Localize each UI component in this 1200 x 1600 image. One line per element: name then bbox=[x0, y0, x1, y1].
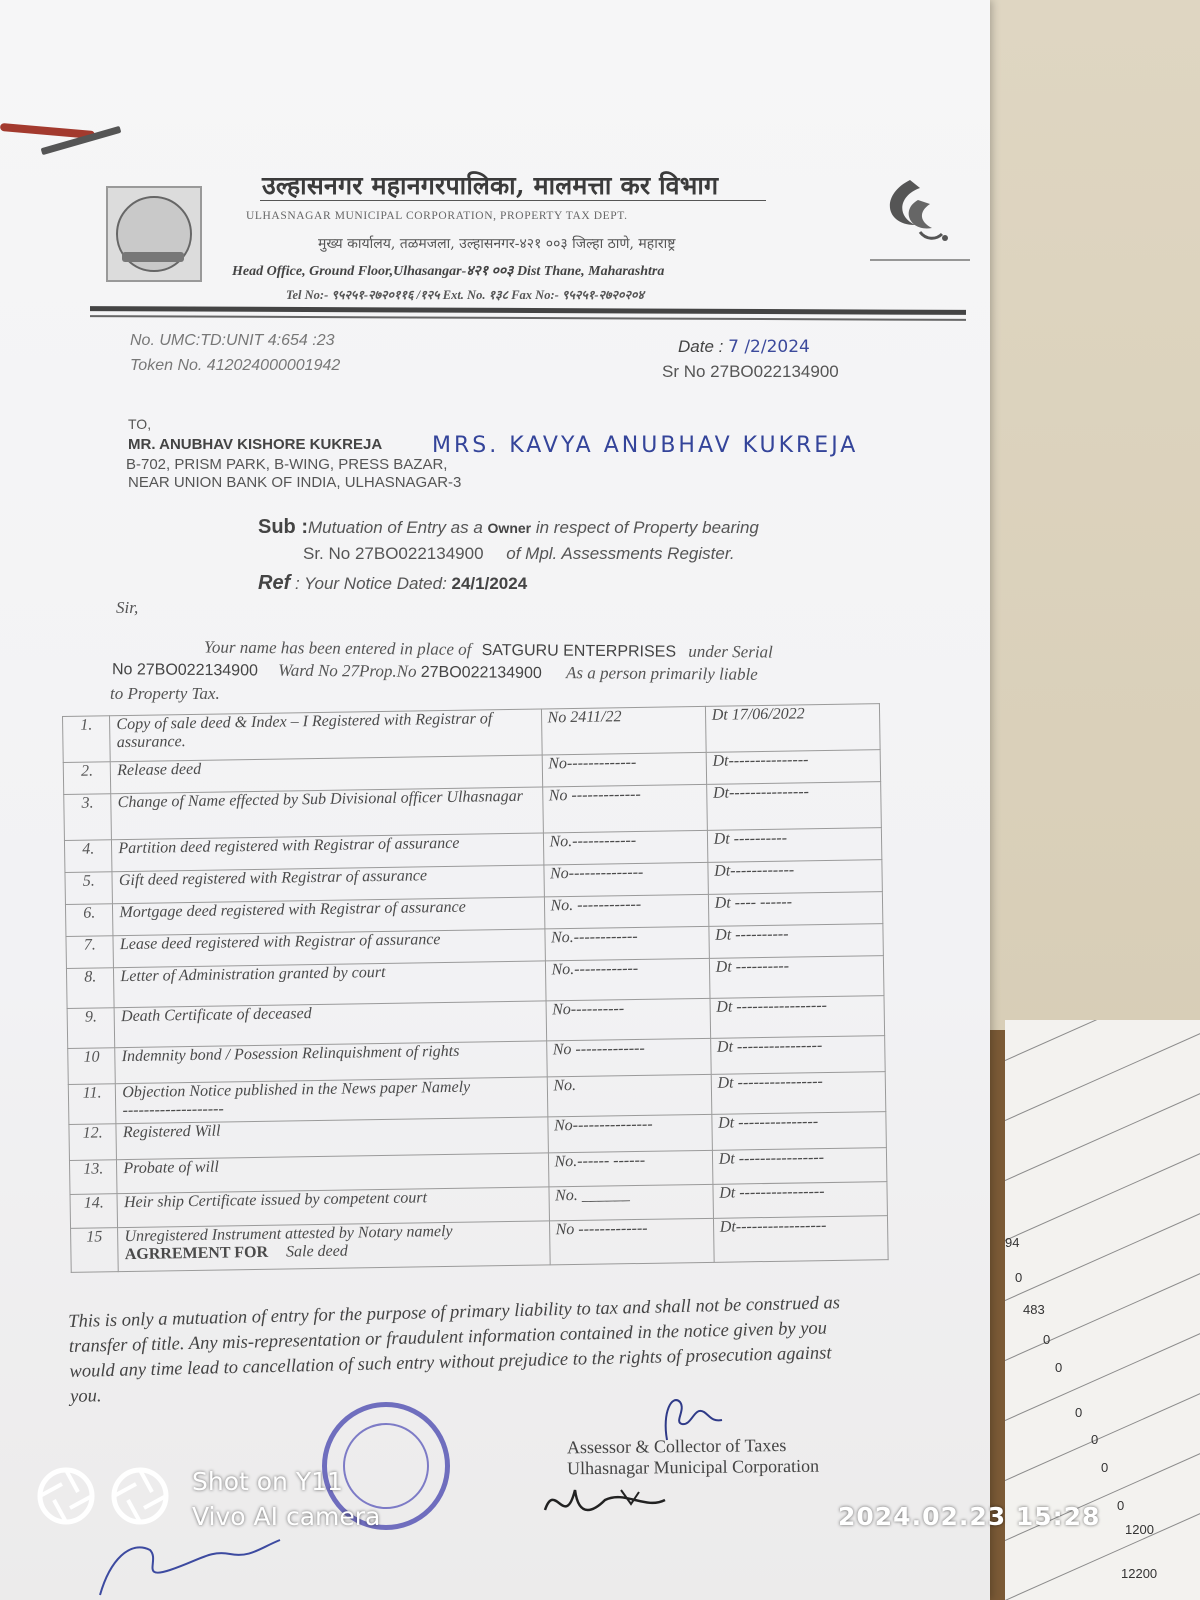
side-value: 12200 bbox=[1121, 1566, 1158, 1581]
reference-number: No. UMC:TD:UNIT 4:654 :23 bbox=[130, 332, 335, 349]
subject-text-2: in respect of Property bearing bbox=[531, 518, 759, 537]
signatory-title: Assessor & Collector of Taxes bbox=[566, 1435, 787, 1458]
body-text: As a person primarily liable bbox=[565, 663, 758, 684]
recipient-address-line2: NEAR UNION BANK OF INDIA, ULHASNAGAR-3 bbox=[128, 474, 462, 491]
collector-signature bbox=[612, 1392, 732, 1442]
row-document-date: Dt ---------- bbox=[707, 828, 882, 863]
watermark-device: Shot on Y11 bbox=[192, 1467, 343, 1496]
row-description-text: Unregistered Instrument attested by Notary namely bbox=[124, 1222, 453, 1246]
side-value: 483 bbox=[1023, 1302, 1045, 1317]
row-document-date: Dt ---------------- bbox=[710, 1036, 885, 1075]
recipient-address-line1: B-702, PRISM PARK, B-WING, PRESS BAZAR, bbox=[126, 456, 448, 473]
subject-line-2 bbox=[303, 544, 735, 564]
row-description bbox=[118, 1221, 550, 1272]
date-value: 7 /2/2024 bbox=[728, 337, 810, 357]
row-description-text: Registered Will bbox=[122, 1122, 221, 1142]
title-underline bbox=[260, 200, 766, 201]
row-document-no: No.------ ------ bbox=[548, 1150, 713, 1187]
row-description bbox=[114, 961, 546, 1008]
row-number: 6. bbox=[65, 904, 113, 937]
row-document-date: Dt----------------- bbox=[713, 1216, 888, 1263]
office-contact-numbers: Tel No:- ९५२५१-२७२०११६ /१२५ Ext. No. १३८ Fax No:- ९५२५१-२७२०२०४ bbox=[286, 288, 645, 302]
row-description bbox=[111, 787, 543, 840]
row-document-date: Dt ---------------- bbox=[711, 1072, 886, 1115]
row-description-text: Indemnity bond / Posession Relinquishment of rights bbox=[121, 1042, 460, 1066]
row-document-no: No------------- bbox=[542, 752, 707, 787]
row-description-text: Partition deed registered with Registrar of assurance bbox=[118, 834, 460, 858]
reference-label: Ref bbox=[258, 572, 291, 594]
body-text: Ward No 27Prop.No bbox=[278, 660, 417, 681]
body-line-1 bbox=[204, 638, 773, 663]
property-no-value: 27BO022134900 bbox=[420, 663, 542, 682]
row-document-no: No 2411/22 bbox=[541, 706, 706, 755]
row-document-date: Dt ---------------- bbox=[712, 1148, 887, 1185]
side-value: 0 bbox=[1101, 1460, 1109, 1475]
row-document-date: Dt 17/06/2022 bbox=[705, 704, 880, 753]
row-number: 13. bbox=[69, 1160, 117, 1195]
side-value: 0 bbox=[1091, 1432, 1099, 1447]
disclaimer-paragraph: This is only a mutuation of entry for the purpose of primary liability to tax and shall not be construed as transfer of title. Any mis-representation or fraudulent information contained in the notice given by you would any time lead to cancellation of such entry without prejudice to the rights of prosecution against you. bbox=[68, 1293, 841, 1407]
row-document-no: No ------------- bbox=[549, 1218, 714, 1265]
serial-no-value: No 27BO022134900 bbox=[111, 661, 258, 680]
row-description-text: Death Certificate of deceased bbox=[120, 1005, 312, 1026]
reference-text: : Your Notice Dated: bbox=[290, 574, 452, 593]
side-value: 0 bbox=[1043, 1332, 1051, 1347]
row-number: 1. bbox=[63, 716, 111, 763]
row-document-date: Dt ---------- bbox=[709, 924, 884, 959]
body-text: under Serial bbox=[688, 641, 773, 662]
date-line bbox=[678, 337, 810, 357]
watermark-camera: Vivo AI camera bbox=[192, 1502, 381, 1531]
side-value: 0 bbox=[1015, 1270, 1023, 1285]
row-description-text: Mortgage deed registered with Registrar of assurance bbox=[119, 898, 466, 922]
row-document-date: Dt--------------- bbox=[706, 750, 881, 785]
recipient-to: TO, bbox=[128, 416, 152, 432]
subject-line bbox=[258, 516, 759, 539]
recipient-name: MR. ANUBHAV KISHORE KUKREJA bbox=[128, 436, 383, 453]
row-document-date: Dt ---- ------ bbox=[708, 892, 883, 927]
subject-text: Mutuation of Entry as a bbox=[308, 518, 488, 537]
row-document-date: Dt --------------- bbox=[712, 1112, 887, 1151]
side-value: 0 bbox=[1055, 1360, 1063, 1375]
documents-table bbox=[62, 703, 889, 1273]
row-description-text: Lease deed registered with Registrar of assurance bbox=[119, 931, 441, 954]
subject-register: of Mpl. Assessments Register. bbox=[506, 544, 735, 563]
row-number: 10 bbox=[68, 1048, 116, 1085]
side-value: 0 bbox=[1117, 1498, 1125, 1513]
handwritten-recipient-name: MRS. KAVYA ANUBHAV KUKREJA bbox=[432, 433, 859, 458]
office-address-english: Head Office, Ground Floor,Ulhasangar-४२१ ००३ Dist Thane, Maharashtra bbox=[232, 264, 665, 279]
header-divider-thin bbox=[90, 315, 966, 321]
body-text: Your name has been entered in place of bbox=[203, 637, 472, 659]
row-description bbox=[110, 709, 542, 762]
subject-owner: Owner bbox=[487, 520, 532, 536]
row-number: 11. bbox=[68, 1084, 116, 1125]
body-line-3: to Property Tax. bbox=[110, 684, 220, 703]
row-description-text: Copy of sale deed & Index – I Registered with Registrar of assurance. bbox=[116, 710, 493, 752]
date-label: Date : bbox=[678, 337, 724, 356]
row-document-date: Dt--------------- bbox=[706, 782, 881, 831]
row-document-date: Dt ---------- bbox=[709, 956, 884, 999]
row-description bbox=[114, 1001, 546, 1048]
row-document-no: No ------------- bbox=[542, 784, 707, 833]
row-number: 9. bbox=[67, 1008, 115, 1049]
row-document-no: No.------------ bbox=[544, 926, 709, 961]
brand-swirl-icon bbox=[870, 170, 970, 270]
row-number: 14. bbox=[70, 1194, 118, 1229]
row-document-no: No-------------- bbox=[543, 862, 708, 897]
row-description-text: Gift deed registered with Registrar of assurance bbox=[118, 867, 428, 890]
side-value: 1200 bbox=[1125, 1522, 1154, 1537]
row-document-no: No. ------------ bbox=[544, 894, 709, 929]
row-number: 15 bbox=[71, 1228, 119, 1273]
previous-owner-name: SATGURU ENTERPRISES bbox=[481, 641, 677, 661]
row-document-no: No.------------ bbox=[543, 830, 708, 865]
side-value: 0 bbox=[1075, 1405, 1083, 1420]
row-document-no: No. bbox=[547, 1074, 712, 1117]
initials-signature bbox=[535, 1470, 675, 1540]
instrument-detail: Sale deed bbox=[285, 1242, 348, 1261]
camera-aperture-icon bbox=[36, 1466, 96, 1526]
serial-number: Sr No 27BO022134900 bbox=[662, 362, 839, 381]
row-description-text: Release deed bbox=[117, 760, 202, 780]
reference-date: 24/1/2024 bbox=[451, 574, 528, 593]
watermark-timestamp: 2024.02.23 15:28 bbox=[838, 1502, 1101, 1531]
row-description-text: Change of Name effected by Sub Divisional officer Ulhasnagar bbox=[117, 787, 524, 812]
office-title-hindi: उल्हासनगर महानगरपालिका, मालमत्ता कर विभाग bbox=[262, 171, 719, 200]
token-number: Token No. 412024000001942 bbox=[130, 357, 341, 374]
row-document-date: Dt ---------------- bbox=[713, 1182, 888, 1219]
instrument-type: AGRREMENT FOR bbox=[124, 1243, 269, 1264]
row-document-no: No. ______ bbox=[548, 1184, 713, 1221]
office-title-english: ULHASNAGAR MUNICIPAL CORPORATION, PROPERTY TAX DEPT. bbox=[246, 210, 628, 222]
row-number: 7. bbox=[66, 936, 114, 969]
subject-label: Sub : bbox=[258, 516, 308, 538]
body-line-2 bbox=[112, 659, 758, 685]
subject-serial: Sr. No 27BO022134900 bbox=[303, 544, 484, 563]
reference-line bbox=[258, 572, 527, 595]
side-value: 94 bbox=[1005, 1235, 1020, 1250]
row-document-date: Dt ----------------- bbox=[710, 996, 885, 1039]
municipal-emblem-icon bbox=[106, 186, 202, 282]
row-document-date: Dt------------ bbox=[708, 860, 883, 895]
salutation: Sir, bbox=[116, 598, 139, 617]
row-description-text: Objection Notice published in the News paper Namely bbox=[122, 1078, 471, 1102]
row-number: 12. bbox=[69, 1124, 117, 1161]
row-document-no: No---------- bbox=[546, 998, 711, 1041]
newspaper-name-blank: ------------------- bbox=[122, 1100, 224, 1120]
row-description-text: Probate of will bbox=[123, 1158, 219, 1178]
row-number: 4. bbox=[64, 840, 112, 873]
signatory-office: Ulhasnagar Municipal Corporation bbox=[567, 1455, 820, 1479]
row-number: 5. bbox=[65, 872, 113, 905]
header-divider bbox=[90, 306, 966, 315]
office-address-hindi: मुख्य कार्यालय, तळमजला, उल्हासनगर-४२१ ००३ जिल्हा ठाणे, महाराष्ट्र bbox=[318, 236, 676, 252]
row-description bbox=[116, 1077, 548, 1124]
camera-aperture-icon bbox=[110, 1466, 170, 1526]
row-description-text: Letter of Administration granted by court bbox=[120, 963, 386, 986]
row-number: 3. bbox=[64, 794, 112, 841]
row-document-no: No.------------ bbox=[545, 958, 710, 1001]
row-document-no: No--------------- bbox=[547, 1114, 712, 1153]
row-number: 8. bbox=[66, 968, 114, 1009]
receiver-signature bbox=[90, 1520, 290, 1600]
row-number: 2. bbox=[63, 762, 111, 795]
row-document-no: No ------------- bbox=[546, 1038, 711, 1077]
row-description-text: Heir ship Certificate issued by competent court bbox=[123, 1189, 428, 1212]
